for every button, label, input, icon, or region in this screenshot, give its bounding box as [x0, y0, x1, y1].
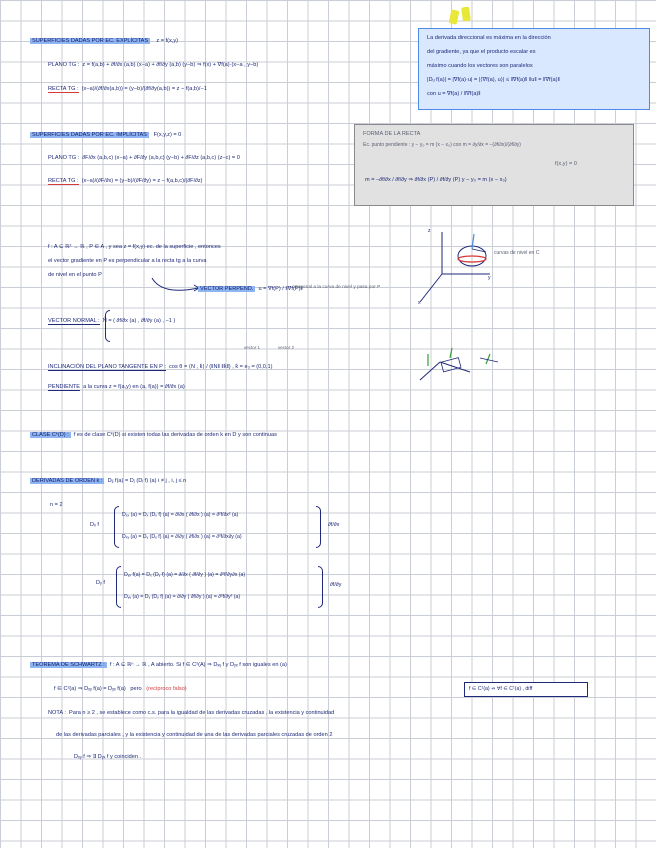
implicit-plane-label: PLANO TG : — [48, 155, 80, 161]
gradient-note-line: del gradiente, ya que el producto escalar es — [427, 49, 536, 55]
perp-vector-note: ortogonal a la curva de nivel y pasa por P — [292, 285, 381, 290]
implicit-plane-expr: ∂F/∂x (a,b,c) (x−a) + ∂F/∂y (a,b,c) (y−b) + ∂F/∂z (a,b,c) (z−c) = 0 — [82, 155, 240, 161]
graph-axis-x: x — [418, 300, 421, 306]
schwartz-note-text-3: Dₓᵧ f ⇒ ∃ Dᵧₓ f y coinciden . — [74, 754, 142, 760]
graph-label: curvas de nivel en C — [494, 250, 540, 256]
normal-paren-left — [105, 310, 110, 342]
perp-vector-expr: u = ∇f(P) / ‖∇f(P)‖ — [258, 286, 303, 292]
sticker-icon — [448, 6, 478, 28]
schwartz-but: pero — [130, 686, 142, 692]
schwartz-expr: f : A ⊆ ℝⁿ → ℝ , A abierto. Si f ∈ C²(A) ⇒ Dₓᵧ f y Dᵧₓ f son iguales en (a) — [109, 662, 287, 668]
explicit-plane-expr: z = f(a,b) + ∂f/∂x (a,b) (x−a) + ∂f/∂y (a,b) (y−b) ⇒ f(x) + ∇f(a)·(x−a , y−b) — [82, 62, 259, 68]
schwartz-converse-false: (recíproco falso) — [146, 686, 187, 692]
class-ck-label: CLASE Cᵏ(D) : — [32, 432, 69, 438]
implicit-tangent-line — [48, 178, 203, 185]
section-explicit-heading: SUPERFICIES DADAS POR EC. EXPLÍCITAS — [32, 38, 149, 44]
schwartz-line — [54, 686, 187, 693]
gradient-note-line: con u = ∇f(a) / ‖∇f(a)‖ — [427, 91, 481, 97]
slope-curve — [48, 384, 185, 391]
class-ck — [30, 432, 277, 439]
slope-curve-expr: a la curva z = f(a,y) en (a, f(a)) = ∂f/∂x (a) — [83, 384, 185, 390]
section-implicit-expr: F(x,y,z) = 0 — [153, 132, 182, 138]
section-explicit — [30, 38, 178, 45]
section-implicit-heading: SUPERFICIES DADAS POR EC. IMPLÍCITAS — [32, 132, 147, 138]
section-explicit-expr: z = f(x,y) — [156, 38, 178, 44]
line-form-box — [354, 124, 634, 206]
slope-curve-label: PENDIENTE — [48, 384, 81, 390]
schwartz-note-1 — [48, 710, 334, 717]
graph-axis-z: z — [428, 228, 431, 234]
class-ck-text: f es de clase Cᵏ(D) si existen todas las derivadas de orden k en D y son continuas — [73, 432, 277, 438]
gradient-text-3: de nivel en el punto P — [48, 272, 102, 278]
schwartz-implication: f ∈ C²(a) ⇒ Dₓᵧ f(a) = Dᵧₓ f(a) — [54, 686, 126, 692]
gradient-note-line: máximo cuando los vectores son paralelos — [427, 63, 533, 69]
line-form-title: FORMA DE LA RECTA — [363, 131, 421, 137]
explicit-tangent-line — [48, 86, 207, 93]
explicit-line-expr: (x−a)/(∂f/∂x(a,b)) = (y−b)/(∂f/∂y(a,b)) = z − f(a,b)/−1 — [81, 86, 207, 92]
section-implicit — [30, 132, 181, 139]
gradient-note-line: |Dᵤ f(a)| = |∇f(a)·u| = |⟨∇f(a), u⟩| ≤ ‖∇f(a)‖ ‖u‖ = ‖∇f(a)‖ — [427, 77, 560, 83]
perp-vector-label: VECTOR PERPEND. — [200, 286, 254, 292]
explicit-tangent-plane — [48, 62, 258, 69]
normal-vector — [48, 318, 175, 325]
order-k-side2: ∂f/∂y — [330, 582, 342, 588]
schwartz-boxed-text: f ∈ C¹(a) ⇏ ∀f ∈ C¹(a) , diff — [469, 686, 533, 692]
order-k-expr: Dᵢⱼ f(a) = Dⱼ (Dᵢ f) (a) i ≠ j , i, j ≤ n — [107, 478, 187, 484]
schwartz-heading: TEOREMA DE SCHWARTZ : — [32, 662, 105, 668]
explicit-plane-label: PLANO TG : — [48, 62, 80, 68]
implicit-line-label: RECTA TG : — [48, 178, 79, 184]
inclination — [48, 364, 272, 371]
order-k-n2: n = 2 — [50, 502, 63, 508]
perp-vector — [198, 286, 303, 293]
schwartz-note-text-2: de las derivadas parciales , y la existencia y continuidad de una de las derivadas parciales cruzadas de orden 2 — [56, 732, 333, 738]
brace-right-2 — [318, 566, 323, 608]
small-label-vector2: vector 2 — [278, 345, 295, 350]
gradient-note-line: La derivada direccional es máxima en la dirección — [427, 35, 551, 41]
order-k-dxy: Dₓᵧ (a) = Dᵧ (Dₓ f) (a) = ∂/∂y ( ∂f/∂x ) (a) = ∂²f/∂x∂y (a) — [122, 534, 242, 540]
implicit-tangent-plane — [48, 155, 240, 162]
brace-left-1 — [114, 506, 119, 548]
brace-left-2 — [116, 566, 121, 608]
section-schwartz — [30, 662, 287, 669]
normal-vector-label: VECTOR NORMAL : — [48, 318, 100, 324]
section-order-k — [30, 478, 186, 485]
normal-vectors-sketch — [414, 342, 504, 386]
gradient-text-1: f : A ⊆ ℝ² → ℝ , P ∈ A , y sea z = f(x,y) ec. de la superficie , entonces — [48, 244, 221, 250]
normal-vector-expr: N̂ = ( ∂f/∂x (a) , ∂f/∂y (a) , −1 ) — [102, 318, 176, 324]
line-form-slope: m = −∂f/∂x / ∂f/∂y ⇒ ∂f/∂x (P) / ∂f/∂y (P) y − y₀ = m (x − x₀) — [365, 177, 507, 183]
line-form-point-slope: Ec. punto pendiente : y − y₀ = m (x − x₀) con m = ∂y/∂x = −(∂f/∂x)/(∂f/∂y) — [363, 142, 521, 148]
implicit-line-expr: (x−a)/(∂F/∂x) = (y−b)/(∂F/∂y) = z − f(a,b,c)/(∂F/∂z) — [81, 178, 203, 184]
schwartz-boxed — [464, 682, 588, 697]
order-k-heading: DERIVADAS DE ORDEN k : — [32, 478, 103, 484]
order-k-dx: Dₓ f — [90, 522, 99, 528]
brace-right-1 — [316, 506, 321, 548]
order-k-side1: ∂f/∂x — [328, 522, 340, 528]
small-label-vector1: vector 1 — [244, 345, 261, 350]
explicit-line-label: RECTA TG : — [48, 86, 79, 92]
gradient-text-2: el vector gradiente en P es perpendicular a la recta tg a la curva — [48, 258, 207, 264]
order-k-dxx: Dₓₓ (a) = Dₓ (Dₓ f) (a) = ∂/∂x ( ∂f/∂x ) (a) = ∂²f/∂x² (a) — [122, 512, 239, 518]
order-k-dyx: Dᵧₓ f(a) = Dₓ (Dᵧ f) (a) = ∂/∂x ( ∂f/∂y ) (a) = ∂²f/∂y∂x (a) — [124, 572, 246, 578]
schwartz-note-label: NOTA : — [48, 710, 66, 716]
order-k-dy: Dᵧ f — [96, 580, 105, 586]
inclination-label: INCLINACIÓN DEL PLANO TANGENTE EN P : — [48, 364, 166, 370]
surface-graph — [414, 222, 554, 312]
inclination-expr: cos θ = ⟨N , k̂⟩ / (‖N‖ ‖k̂‖) , k̂ = e₃ = (0,0,1) — [169, 364, 273, 370]
graph-axis-y: y — [488, 275, 491, 281]
order-k-dyy: Dᵧᵧ (a) = Dᵧ (Dᵧ f) (a) = ∂/∂y ( ∂f/∂y ) (a) = ∂²f/∂y² (a) — [124, 594, 241, 600]
schwartz-note-text-1: Para n ≥ 2 , se establece como c.s. para la igualdad de las derivadas cruzadas , la existencia y continuidad — [69, 710, 335, 716]
line-form-fxy: f(x,y) = 0 — [555, 161, 577, 167]
gradient-note-box — [418, 28, 650, 110]
